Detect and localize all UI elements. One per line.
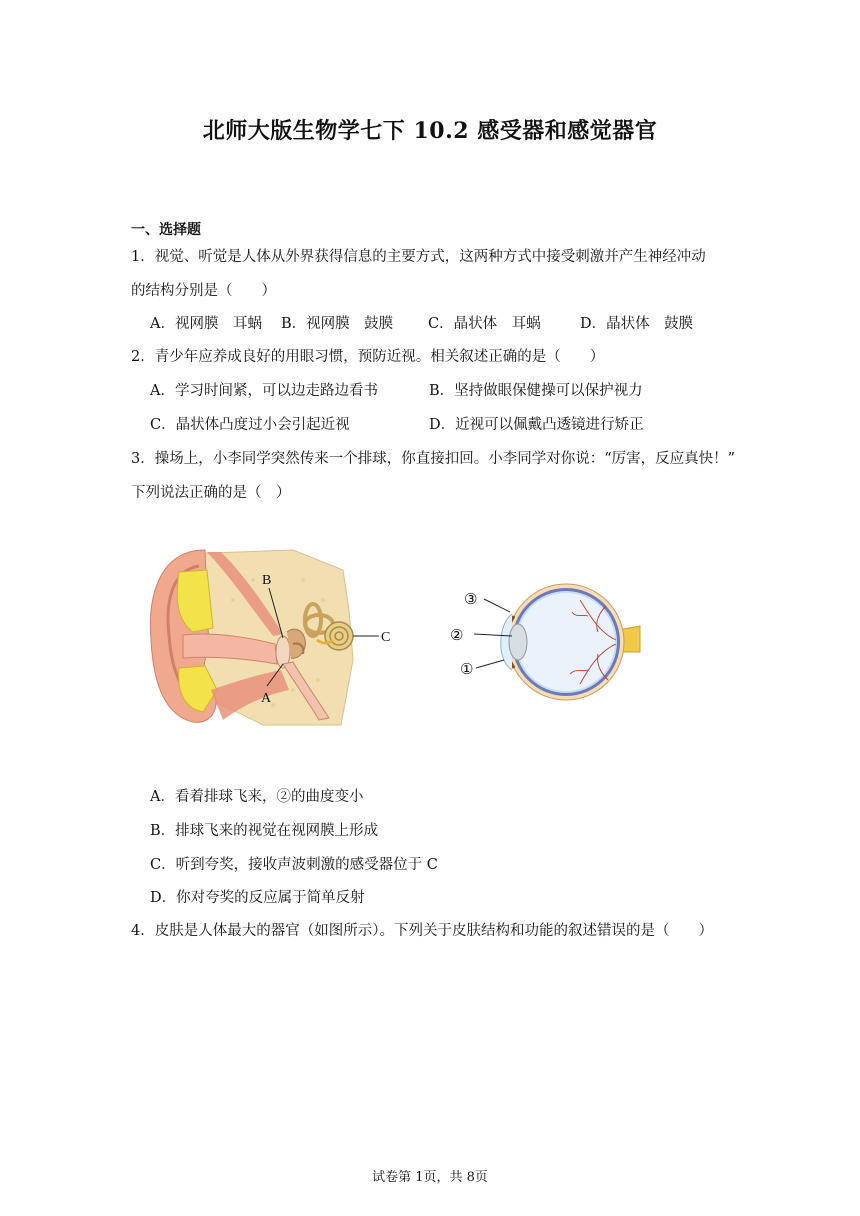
section-heading: 一、选择题	[131, 222, 201, 238]
q1-stem-line2: 的结构分别是（ ）	[131, 283, 276, 299]
ear-label-c: C	[381, 630, 391, 645]
q1-stem-line1: 1．视觉、听觉是人体从外界获得信息的主要方式，这两种方式中接受刺激并产生神经冲动	[131, 249, 706, 265]
eye-diagram	[448, 582, 643, 707]
q1-option-d: D．晶状体 鼓膜	[580, 316, 694, 332]
ear-diagram	[143, 540, 393, 730]
q2-option-c: C．晶状体凸度过小会引起近视	[150, 417, 350, 433]
q1-option-b: B．视网膜 鼓膜	[281, 316, 394, 332]
eye-label-3: ③	[464, 592, 478, 608]
q3-stem-line1: 3．操场上，小李同学突然传来一个排球，你直接扣回。小李同学对你说：“厉害，反应真快！”	[131, 451, 736, 467]
q3-option-c: C．听到夸奖，接收声波刺激的感受器位于 C	[150, 857, 438, 873]
q3-stem-line2: 下列说法正确的是（ ）	[131, 485, 291, 501]
page-title: 北师大版生物学七下 10.2 感受器和感觉器官	[202, 118, 658, 144]
eye-label-1: ①	[460, 662, 474, 678]
q4-stem: 4．皮肤是人体最大的器官（如图所示）。下列关于皮肤结构和功能的叙述错误的是（ ）	[131, 923, 713, 939]
q2-stem: 2．青少年应养成良好的用眼习惯，预防近视。相关叙述正确的是（ ）	[131, 349, 605, 365]
q3-option-b: B．排球飞来的视觉在视网膜上形成	[150, 823, 379, 839]
ear-label-b: B	[262, 573, 272, 588]
eye-label-2: ②	[450, 628, 464, 644]
ear-label-a: A	[261, 691, 272, 706]
q1-option-c: C．晶状体 耳蜗	[428, 316, 541, 332]
q1-option-a: A．视网膜 耳蜗	[150, 316, 262, 332]
q2-option-a: A．学习时间紧，可以边走路边看书	[150, 383, 378, 399]
page-footer: 试卷第 1页，共 8页	[372, 1170, 488, 1185]
q2-option-b: B．坚持做眼保健操可以保护视力	[429, 383, 643, 399]
q2-option-d: D．近视可以佩戴凸透镜进行矫正	[429, 417, 644, 433]
q3-option-a: A．看着排球飞来，②的曲度变小	[150, 789, 364, 805]
q3-option-d: D．你对夸奖的反应属于简单反射	[150, 890, 365, 906]
